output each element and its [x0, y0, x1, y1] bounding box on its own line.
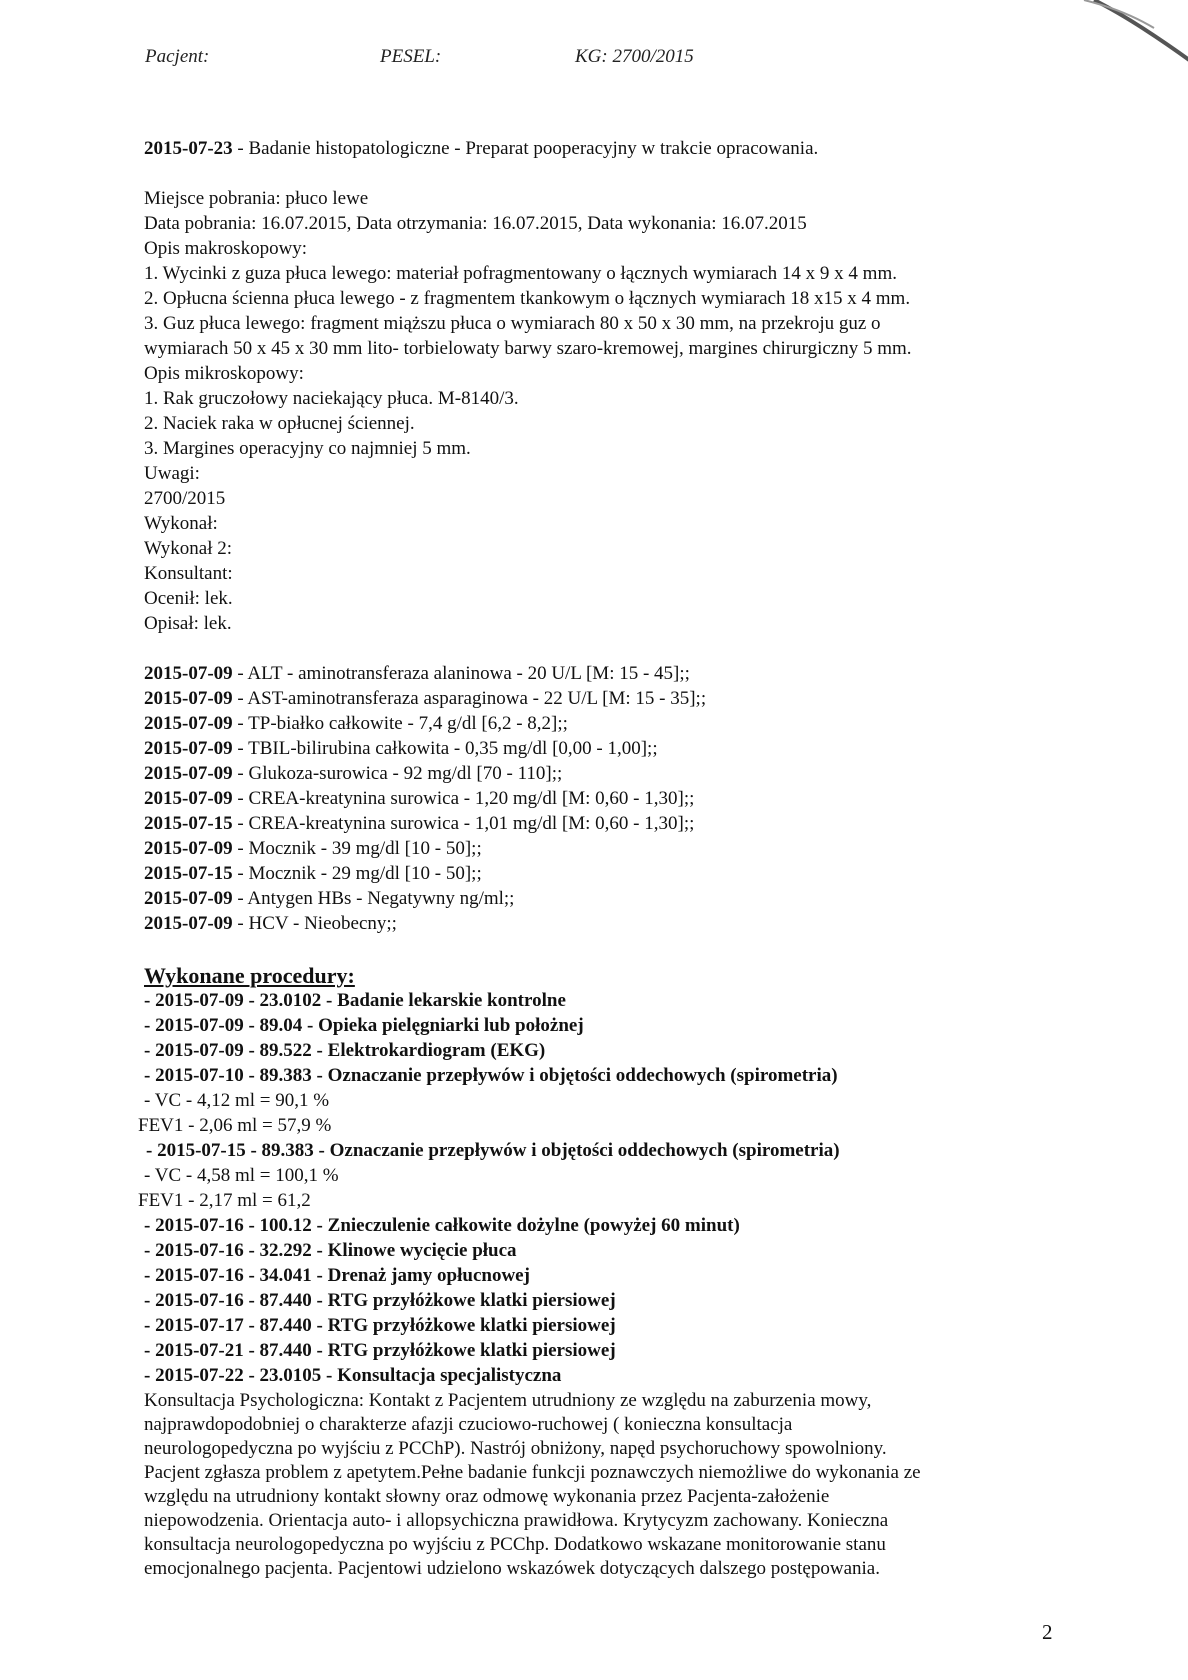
scan-corner-mark	[1074, 0, 1188, 80]
procedure-name: RTG przyłóżkowe klatki piersiowej	[327, 1315, 616, 1336]
lab-date: 2015-07-15	[144, 813, 233, 834]
histopathology-details	[144, 186, 1064, 636]
procedure-code: - 2015-07-21 - 87.440 -	[144, 1340, 328, 1361]
lab-row	[144, 711, 1064, 736]
procedure-item	[144, 1213, 1064, 1238]
lab-text: - CREA-kreatynina surowica - 1,01 mg/dl [M: 0,60 - 1,30];;	[232, 813, 695, 834]
histo-line: Miejsce pobrania: płuco lewe	[144, 188, 369, 209]
document-body	[138, 136, 1064, 1581]
procedure-name: Oznaczanie przepływów i objętości oddechowych (spirometria)	[329, 1140, 840, 1161]
lab-text: - Mocznik - 29 mg/dl [10 - 50];;	[232, 863, 482, 884]
lab-text: - ALT - aminotransferaza alaninowa - 20 U/L [M: 15 - 45];;	[232, 663, 690, 684]
procedure-code: - 2015-07-22 - 23.0105 -	[144, 1365, 338, 1386]
consultation-note	[144, 1389, 1064, 1581]
procedures-title: Wykonane procedury:	[144, 963, 355, 988]
procedure-code: - 2015-07-16 - 100.12 -	[144, 1215, 328, 1236]
lab-text: - TBIL-bilirubina całkowita - 0,35 mg/dl [0,00 - 1,00];;	[232, 738, 658, 759]
header-pesel-label: PESEL:	[380, 46, 442, 67]
lab-text: - AST-aminotransferaza asparaginowa - 22 U/L [M: 15 - 35];;	[232, 688, 707, 709]
histo-line: Opis makroskopowy:	[144, 238, 308, 259]
histo-line: 3. Guz płuca lewego: fragment miąższu płuca o wymiarach 80 x 50 x 30 mm, na przekroju guz o	[144, 313, 881, 334]
procedure-code: - 2015-07-09 - 89.04 -	[144, 1015, 319, 1036]
histo-line: 2. Naciek raka w opłucnej ściennej.	[144, 413, 415, 434]
procedure-item	[144, 1038, 1064, 1063]
lab-date: 2015-07-09	[144, 738, 233, 759]
procedure-code: - 2015-07-15 - 89.383 -	[146, 1140, 330, 1161]
spirometry-fev1: FEV1 - 2,06 ml = 57,9 %	[138, 1115, 332, 1136]
consultation-line: neurologopedyczna po wyjściu z PCChP). Nastrój obniżony, napęd psychoruchowy spowolniony.	[144, 1438, 887, 1459]
histo-line: Konsultant:	[144, 563, 233, 584]
histo-line: wymiarach 50 x 45 x 30 mm lito- torbielowaty barwy szaro-kremowej, margines chirurgiczny 5 mm.	[144, 338, 912, 359]
lab-row	[144, 861, 1064, 886]
header-patient-label: Pacjent:	[145, 46, 210, 67]
procedure-name: Konsultacja specjalistyczna	[337, 1365, 562, 1386]
lab-row	[144, 686, 1064, 711]
lab-text: - Antygen HBs - Negatywny ng/ml;;	[232, 888, 515, 909]
procedure-item	[144, 1363, 1064, 1388]
procedure-code: - 2015-07-17 - 87.440 -	[144, 1315, 328, 1336]
procedure-name: Oznaczanie przepływów i objętości oddechowych (spirometria)	[327, 1065, 838, 1086]
consultation-line: emocjonalnego pacjenta. Pacjentowi udzielono wskazówek dotyczących dalszego postępowania.	[144, 1558, 880, 1579]
histo-line: 1. Rak gruczołowy naciekający płuca. M-8140/3.	[144, 388, 519, 409]
procedure-item	[144, 1338, 1064, 1363]
histo-line: Wykonał 2:	[144, 538, 233, 559]
spirometry-fev1: FEV1 - 2,17 ml = 61,2	[138, 1190, 311, 1211]
histo-line: Opisał: lek.	[144, 613, 232, 634]
lab-text: - Mocznik - 39 mg/dl [10 - 50];;	[232, 838, 482, 859]
histopathology-title: - Badanie histopatologiczne - Preparat pooperacyjny w trakcie opracowania.	[232, 138, 819, 159]
procedure-item	[144, 1313, 1064, 1338]
procedure-item	[144, 1063, 1064, 1088]
lab-date: 2015-07-15	[144, 863, 233, 884]
procedure-name: RTG przyłóżkowe klatki piersiowej	[327, 1340, 616, 1361]
procedure-name: Drenaż jamy opłucnowej	[327, 1265, 530, 1286]
histo-line: Ocenił: lek.	[144, 588, 233, 609]
lab-date: 2015-07-09	[144, 888, 233, 909]
lab-date: 2015-07-09	[144, 663, 233, 684]
lab-text: - CREA-kreatynina surowica - 1,20 mg/dl [M: 0,60 - 1,30];;	[232, 788, 695, 809]
procedures-list	[138, 988, 1064, 1388]
lab-text: - HCV - Nieobecny;;	[232, 913, 397, 934]
lab-date: 2015-07-09	[144, 838, 233, 859]
histo-line: 2700/2015	[144, 488, 226, 509]
procedure-code: - 2015-07-16 - 87.440 -	[144, 1290, 328, 1311]
procedure-name: RTG przyłóżkowe klatki piersiowej	[327, 1290, 616, 1311]
histo-line: Opis mikroskopowy:	[144, 363, 304, 384]
page-number: 2	[1042, 1620, 1053, 1644]
procedure-item	[144, 1263, 1064, 1288]
histo-line: Data pobrania: 16.07.2015, Data otrzymania: 16.07.2015, Data wykonania: 16.07.2015	[144, 213, 807, 234]
procedure-code: - 2015-07-10 - 89.383 -	[144, 1065, 328, 1086]
procedure-name: Opieka pielęgniarki lub położnej	[318, 1015, 584, 1036]
consultation-line: niepowodzenia. Orientacja auto- i allopsychiczna prawidłowa. Krytycyzm zachowany. Konieczna	[144, 1510, 889, 1531]
histo-line: Wykonał:	[144, 513, 218, 534]
procedure-name: Klinowe wycięcie płuca	[327, 1240, 517, 1261]
consultation-line: Konsultacja Psychologiczna: Kontakt z Pacjentem utrudniony ze względu na zaburzenia mowy,	[144, 1390, 872, 1411]
histo-line: 2. Opłucna ścienna płuca lewego - z fragmentem tkankowym o łącznych wymiarach 18 x15 x 4 mm.	[144, 288, 911, 309]
procedure-code: - 2015-07-09 - 23.0102 -	[144, 990, 338, 1011]
lab-date: 2015-07-09	[144, 763, 233, 784]
histo-line: 3. Margines operacyjny co najmniej 5 mm.	[144, 438, 471, 459]
procedure-item	[144, 1013, 1064, 1038]
procedure-code: - 2015-07-09 - 89.522 -	[144, 1040, 328, 1061]
spirometry-vc: - VC - 4,12 ml = 90,1 %	[144, 1090, 330, 1111]
header-kg-number: KG: 2700/2015	[575, 46, 694, 67]
lab-row	[144, 736, 1064, 761]
procedure-item	[144, 1138, 1064, 1163]
lab-row	[144, 811, 1064, 836]
histo-line: Uwagi:	[144, 463, 200, 484]
procedure-item	[144, 1238, 1064, 1263]
consultation-line: Pacjent zgłasza problem z apetytem.Pełne badanie funkcji poznawczych niemożliwe do wykonania ze	[144, 1462, 921, 1483]
lab-date: 2015-07-09	[144, 913, 233, 934]
consultation-line: najprawdopodobniej o charakterze afazji czuciowo-ruchowej ( konieczna konsultacja	[144, 1414, 793, 1435]
lab-date: 2015-07-09	[144, 688, 233, 709]
spirometry-vc: - VC - 4,58 ml = 100,1 %	[144, 1165, 339, 1186]
procedure-code: - 2015-07-16 - 32.292 -	[144, 1240, 328, 1261]
procedure-name: Badanie lekarskie kontrolne	[337, 990, 566, 1011]
histopathology-heading	[144, 136, 1064, 161]
lab-row	[144, 786, 1064, 811]
procedure-name: Elektrokardiogram (EKG)	[327, 1040, 546, 1061]
procedure-code: - 2015-07-16 - 34.041 -	[144, 1265, 328, 1286]
lab-row	[144, 911, 1064, 936]
histo-line: 1. Wycinki z guza płuca lewego: materiał pofragmentowany o łącznych wymiarach 14 x 9 x 4 mm.	[144, 263, 897, 284]
procedure-item	[144, 1288, 1064, 1313]
histopathology-date: 2015-07-23	[144, 138, 233, 159]
consultation-line: konsultacja neurologopedyczna po wyjściu z PCChp. Dodatkowo wskazane monitorowanie stanu	[144, 1534, 886, 1555]
procedure-name: Znieczulenie całkowite dożylne (powyżej 60 minut)	[327, 1215, 740, 1236]
lab-text: - TP-białko całkowite - 7,4 g/dl [6,2 - 8,2];;	[232, 713, 568, 734]
lab-row	[144, 761, 1064, 786]
lab-date: 2015-07-09	[144, 713, 233, 734]
consultation-line: względu na utrudniony kontakt słowny oraz odmowę wykonania przez Pacjenta-założenie	[144, 1486, 830, 1507]
lab-date: 2015-07-09	[144, 788, 233, 809]
lab-results	[144, 661, 1064, 936]
lab-row	[144, 661, 1064, 686]
lab-row	[144, 836, 1064, 861]
lab-row	[144, 886, 1064, 911]
procedure-item	[144, 988, 1064, 1013]
lab-text: - Glukoza-surowica - 92 mg/dl [70 - 110];;	[232, 763, 563, 784]
